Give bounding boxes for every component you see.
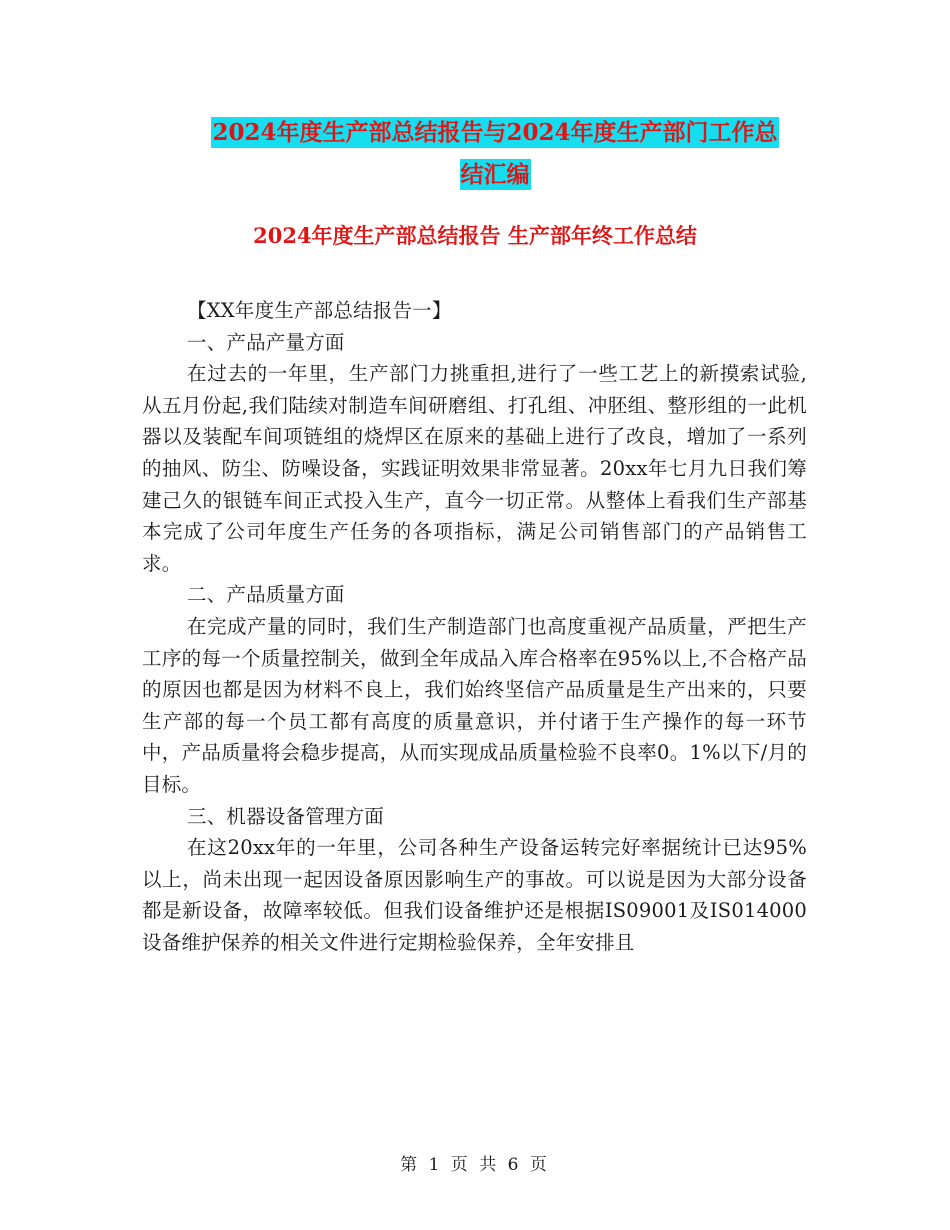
- document-subtitle: 2024年度生产部总结报告 生产部年终工作总结: [253, 223, 697, 248]
- page-number-footer: 第 1 页 共 6 页: [400, 1155, 550, 1175]
- document-title-line-1: 2024年度生产部总结报告与2024年度生产部门工作总: [212, 119, 778, 146]
- document-title: [180, 112, 810, 196]
- paragraph-output: 在过去的一年里，生产部门力挑重担,进行了一些工艺上的新摸索试验,从五月份起,我们陆续对制造车间研磨组、打孔组、冲胚组、整形组的一此机器以及装配车间项链组的烧焊区在原来的基础上进行了改良，增加了一系列的抽风、防尘、防噪设备，实践证明效果非常显著。20xx年七月九日我们筹建己久的银链车间正式投入生产，直今一切正常。从整体上看我们生产部基本完成了公司年度生产任务的各项指标，满足公司销售部门的产品销售工求。: [142, 362, 807, 575]
- document-body: [142, 295, 807, 958]
- section-label: 【XX年度生产部总结报告一】: [187, 299, 452, 322]
- paragraph-quality: 在完成产量的同时，我们生产制造部门也高度重视产品质量，严把生产工序的每一个质量控制关，做到全年成品入库合格率在95%以上,不合格产品的原因也都是因为材料不良上，我们始终坚信产品质量是生产出来的，只要生产部的每一个员工都有高度的质量意识，并付诸于生产操作的每一环节中，产品质量将会稳步提高，从而实现成品质量检验不良率0。1%以下/月的目标。: [142, 614, 807, 796]
- section-heading-output: 一、产品产量方面: [187, 330, 345, 354]
- document-title-line-2: 结汇编: [460, 161, 530, 188]
- section-heading-equipment: 三、机器设备管理方面: [187, 804, 385, 828]
- paragraph-equipment: 在这20xx年的一年里，公司各种生产设备运转完好率据统计已达95%以上，尚未出现一起因设备原因影响生产的事故。可以说是因为大部分设备都是新设备，故障率较低。但我们设备维护还是根据IS09001及IS014000设备维护保养的相关文件进行定期检验保养，全年安排且: [142, 836, 807, 954]
- section-heading-quality: 二、产品质量方面: [187, 583, 345, 607]
